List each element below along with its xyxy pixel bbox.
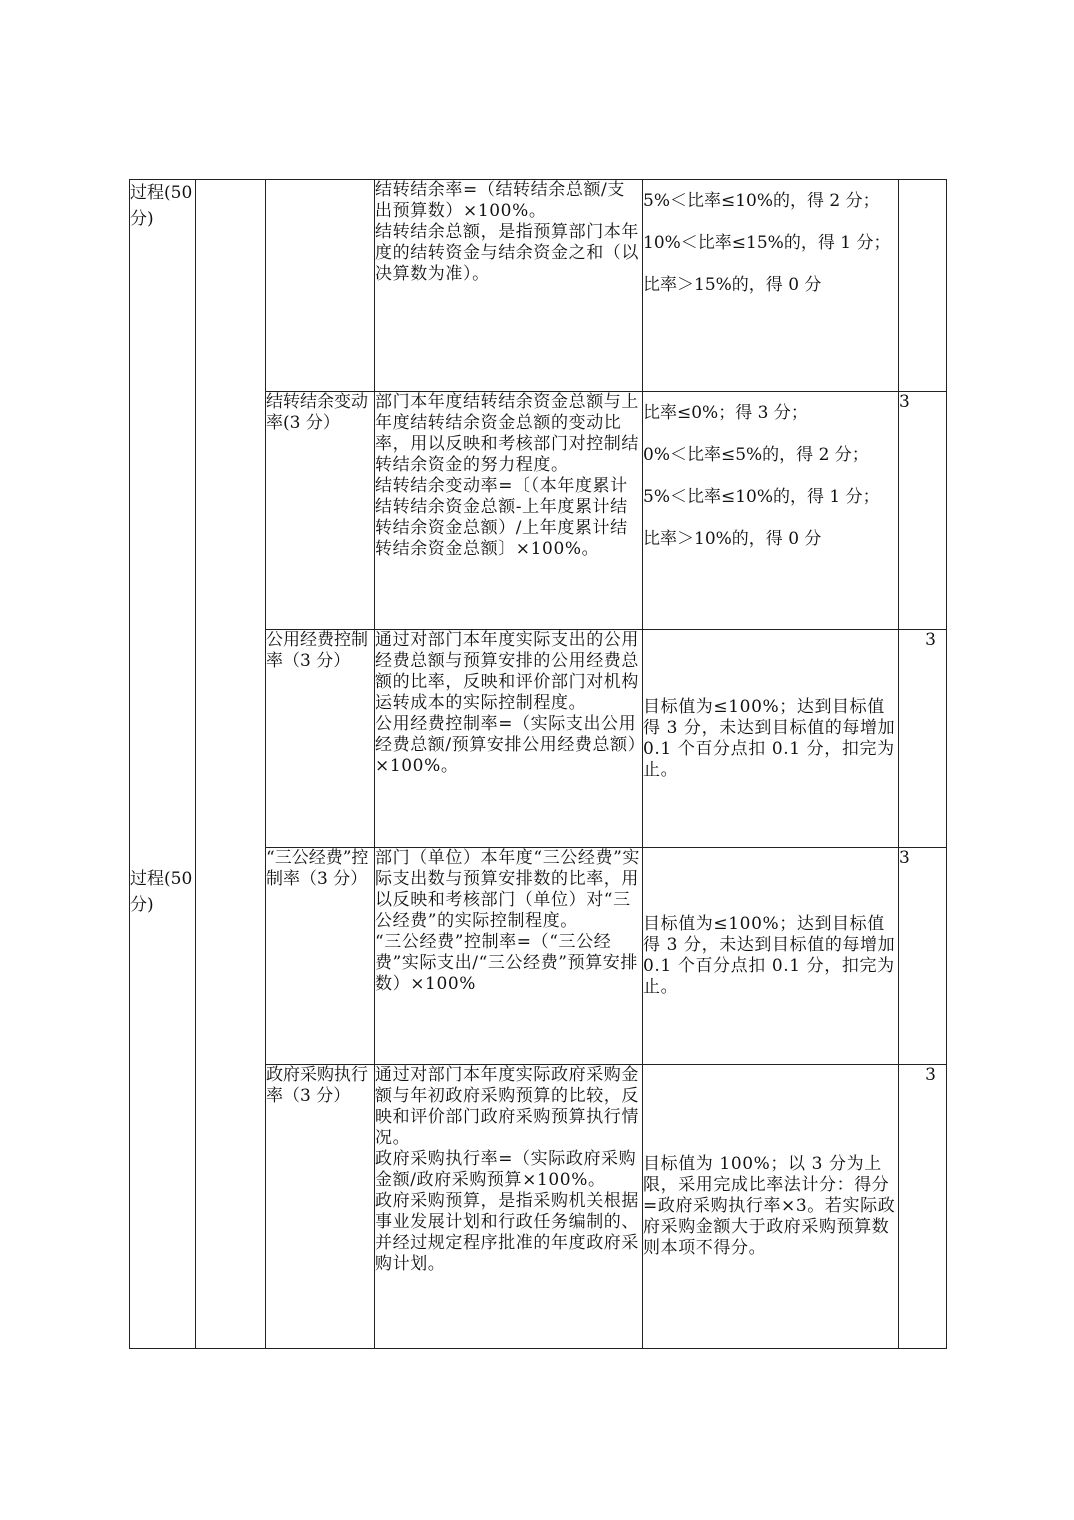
criteria-text: 比率≤0%；得 3 分； <box>643 403 808 423</box>
score-cell <box>899 180 947 392</box>
criteria-text: 0%＜比率≤5%的，得 2 分； <box>643 445 869 465</box>
category-label-top: 过程(50分) <box>130 183 193 229</box>
criteria-text: 目标值为≤100%；达到目标值得 3 分，未达到目标值的每增加 0.1 个百分点扣 0.1 分，扣完为止。 <box>643 696 896 780</box>
indicator-cell <box>266 180 375 392</box>
definition-text: 政府采购预算，是指采购机关根据事业发展计划和行政任务编制的、并经过规定程序批准的年度政府采购计划。 <box>375 1191 639 1274</box>
definition-text: 结转结余总额，是指预算部门本年度的结转资金与结余资金之和（以决算数为准）。 <box>375 222 639 284</box>
definition-text: 通过对部门本年度实际支出的公用经费总额与预算安排的公用经费总额的比率，反映和评价部门对机构运转成本的实际控制程度。 <box>375 630 639 713</box>
definition-cell <box>375 1065 643 1349</box>
definition-text: 通过对部门本年度实际政府采购金额与年初政府采购预算的比较，反映和评价部门政府采购预算执行情况。 <box>375 1065 639 1148</box>
criteria-cell <box>643 848 899 1065</box>
criteria-text: 10%＜比率≤15%的，得 1 分； <box>643 233 891 253</box>
score-cell: 3 <box>899 630 947 848</box>
definition-text: 公用经费控制率=（实际支出公用经费总额/预算安排公用经费总额）×100%。 <box>375 714 637 776</box>
indicator-cell: 结转结余变动率(3 分） <box>266 392 375 630</box>
criteria-text: 比率＞10%的，得 0 分 <box>643 529 822 549</box>
category-label-mid: 过程(50分) <box>130 869 193 915</box>
definition-text: “三公经费”控制率=（“三公经费”实际支出/“三公经费”预算安排数）×100% <box>375 932 638 994</box>
score-cell: 3 <box>899 392 947 630</box>
criteria-cell <box>643 1065 899 1349</box>
definition-cell <box>375 392 643 630</box>
subcategory-cell <box>196 180 266 1349</box>
criteria-text: 目标值为≤100%；达到目标值得 3 分，未达到目标值的每增加 0.1 个百分点扣 0.1 分，扣完为止。 <box>643 914 896 997</box>
evaluation-table <box>129 179 947 1349</box>
criteria-cell <box>643 180 899 392</box>
score-cell: 3 <box>899 1065 947 1349</box>
definition-text: 结转结余率=（结转结余总额/支出预算数）×100%。 <box>375 180 625 221</box>
indicator-cell: 公用经费控制率（3 分） <box>266 630 375 848</box>
category-cell <box>130 180 196 1349</box>
definition-cell <box>375 630 643 848</box>
criteria-text: 比率＞15%的，得 0 分 <box>643 275 822 295</box>
indicator-cell: 政府采购执行率（3 分） <box>266 1065 375 1349</box>
criteria-text: 目标值为 100%；以 3 分为上限，采用完成比率法计分：得分=政府采购执行率×3。若实际政府采购金额大于政府采购预算数则本项不得分。 <box>643 1154 896 1258</box>
definition-text: 政府采购执行率=（实际政府采购金额/政府采购预算×100%。 <box>375 1149 637 1190</box>
definition-text: 部门本年度结转结余资金总额与上年度结转结余资金总额的变动比率，用以反映和考核部门对控制结转结余资金的努力程度。 <box>375 392 639 475</box>
definition-cell <box>375 848 643 1065</box>
indicator-cell: “三公经费”控制率（3 分） <box>266 848 375 1065</box>
criteria-cell <box>643 630 899 848</box>
definition-text: 部门（单位）本年度“三公经费”实际支出数与预算安排数的比率，用以反映和考核部门（单位）对“三公经费”的实际控制程度。 <box>375 848 640 931</box>
criteria-text: 5%＜比率≤10%的，得 1 分； <box>643 487 880 507</box>
criteria-cell <box>643 392 899 630</box>
definition-cell <box>375 180 643 392</box>
criteria-text: 5%＜比率≤10%的，得 2 分； <box>643 191 880 211</box>
score-cell: 3 <box>899 848 947 1065</box>
table-row <box>130 180 947 392</box>
definition-text: 结转结余变动率=〔（本年度累计结转结余资金总额-上年度累计结转结余资金总额）/上年度累计结转结余资金总额〕×100%。 <box>375 476 628 559</box>
